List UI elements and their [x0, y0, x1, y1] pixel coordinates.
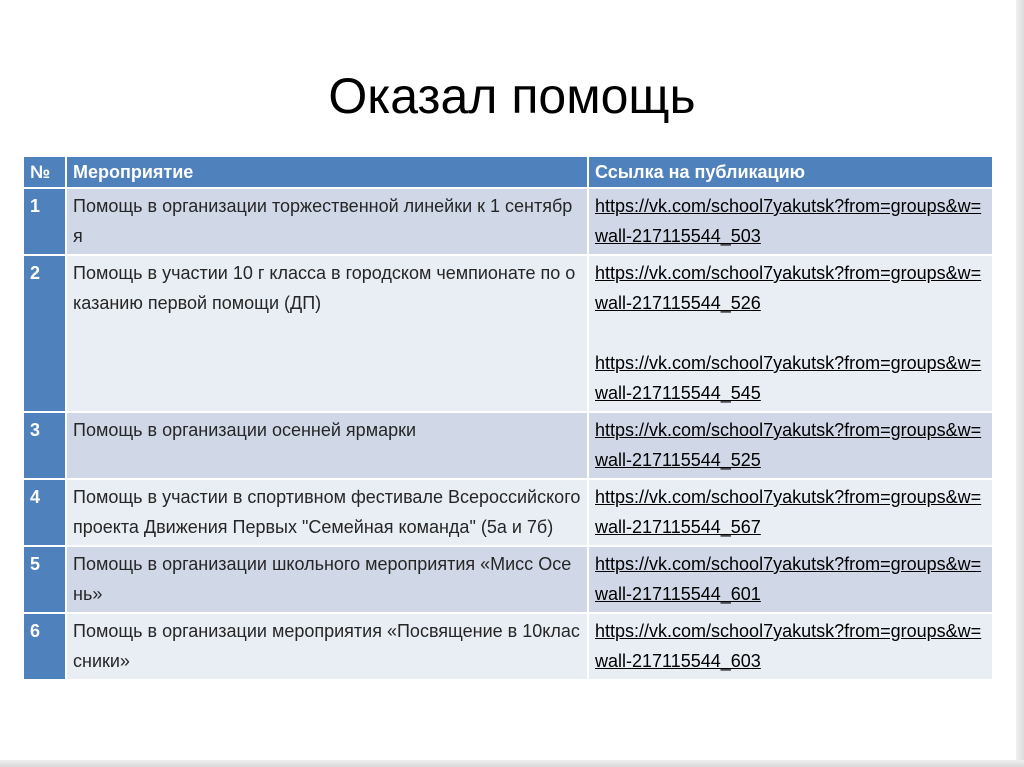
table-row	[23, 255, 993, 412]
publication-link[interactable]: https://vk.com/school7yakutsk?from=groups&w=wall-217115544_567	[595, 487, 982, 537]
event-description: Помощь в организации торжественной линейки к 1 сентября	[66, 188, 588, 255]
header-number: №	[23, 156, 66, 188]
publication-link[interactable]: https://vk.com/school7yakutsk?from=groups&w=wall-217115544_603	[595, 621, 982, 671]
event-description: Помощь в участии 10 г класса в городском чемпионате по оказанию первой помощи (ДП)	[66, 255, 588, 412]
publication-link[interactable]: https://vk.com/school7yakutsk?from=groups&w=wall-217115544_503	[595, 196, 982, 246]
publication-link[interactable]: https://vk.com/school7yakutsk?from=groups&w=wall-217115544_601	[595, 554, 982, 604]
publication-links	[588, 479, 993, 546]
publication-links	[588, 412, 993, 479]
publication-link[interactable]: https://vk.com/school7yakutsk?from=groups&w=wall-217115544_526	[595, 263, 982, 313]
event-description: Помощь в участии в спортивном фестивале Всероссийского проекта Движения Первых "Семейная команда" (5а и 7б)	[66, 479, 588, 546]
event-description: Помощь в организации осенней ярмарки	[66, 412, 588, 479]
event-description: Помощь в организации школьного мероприятия «Мисс Осень»	[66, 546, 588, 613]
publication-links	[588, 188, 993, 255]
publication-link[interactable]: https://vk.com/school7yakutsk?from=groups&w=wall-217115544_525	[595, 420, 982, 470]
table-row	[23, 613, 993, 680]
table-body	[23, 188, 993, 680]
row-number: 4	[23, 479, 66, 546]
table-row	[23, 546, 993, 613]
event-description: Помощь в организации мероприятия «Посвящение в 10классники»	[66, 613, 588, 680]
table-row	[23, 188, 993, 255]
publication-links	[588, 613, 993, 680]
header-event: Мероприятие	[66, 156, 588, 188]
publication-links	[588, 546, 993, 613]
publication-link[interactable]: https://vk.com/school7yakutsk?from=groups&w=wall-217115544_545	[595, 353, 982, 403]
slide-edge-shadow-bottom	[0, 760, 1024, 767]
publication-links	[588, 255, 993, 412]
header-link: Ссылка на публикацию	[588, 156, 993, 188]
row-number: 2	[23, 255, 66, 412]
table-row	[23, 479, 993, 546]
table-header-row	[23, 156, 993, 188]
row-number: 6	[23, 613, 66, 680]
publications-table	[22, 155, 994, 681]
row-number: 5	[23, 546, 66, 613]
row-number: 1	[23, 188, 66, 255]
slide-title: Оказал помощь	[328, 68, 696, 124]
table-row	[23, 412, 993, 479]
row-number: 3	[23, 412, 66, 479]
